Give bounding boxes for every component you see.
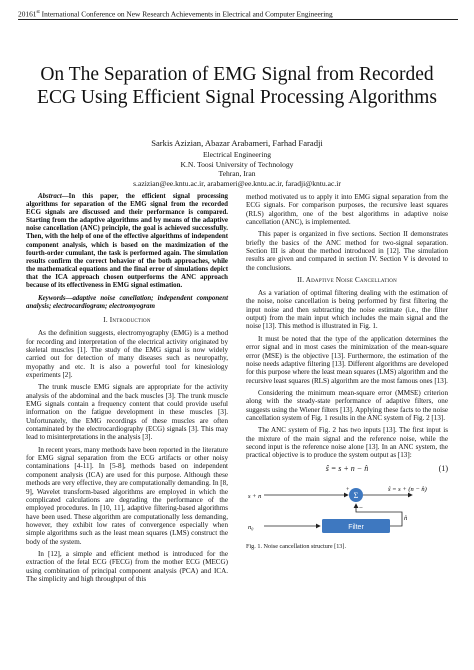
authors: Sarkis Azizian, Abazar Arabameri, Farhad Faradji <box>151 138 323 148</box>
intro-paragraph-3: In recent years, many methods have been reported in the literature for EMG signal separation from the ECG artifacts or other noisy contaminations [4-11]. In [5-8], methods based on independent component analysis (ICA) are used for this purpose. Although these methods are very effective, they are computationally demanding. In [8, 9], Wavelet transform-based algorithms are employed in which the complicated calculations are degrading the performance of the employed procedures. In [10, 11], adaptive filtering-based algorithms have been used. These algorithm are computationally less demanding, however, they exhibit low rates of convergence especially when simple algorithms such as the least mean squares (LMS) construct the body of the system. <box>26 445 228 546</box>
filter-label: Filter <box>348 523 364 531</box>
intro-paragraph-4: In [12], a simple and efficient method is introduced for the extraction of the fetal ECG (FECG) from the mother ECG (MECG) using combination of principal component analysis (PCA) and ICA. The simplicity and high throughput of this <box>26 549 228 583</box>
header-ordinal: 1 <box>32 9 37 19</box>
right-paragraph-5: Considering the minimum mean-square error (MMSE) criterion along with the steady-state performance of adaptive filters, one suggests using the Wiener filters [13]. Applying these facts to the noise cancellation system of Fig. 1 results in the ANC system of Fig. 2 [13]. <box>246 388 448 422</box>
title-line-2: ECG Using Efficient Signal Processing Algorithms <box>37 87 437 108</box>
affiliation <box>0 150 474 188</box>
sum-symbol: Σ <box>353 490 359 500</box>
section-heading-anc: II. Adaptive Noise Cancellation <box>297 276 397 285</box>
header-rule <box>18 19 458 20</box>
output-label: ŝ = s + (n − n̂) <box>388 485 427 493</box>
abstract <box>26 193 228 290</box>
intro-paragraph-1: As the definition suggests, electromyography (EMG) is a method for recording and interpretation of the electrical activity originated by skeletal muscles [1]. The study of the EMG signal is now widely carried out for detection of many diseases such as neuropathy, myopathy and etc. It is also a powerful tool for kinesiology experiments [2]. <box>26 329 228 380</box>
affiliation-emails: s.azizian@ee.kntu.ac.ir, arabameri@ee.kntu.ac.ir, faradji@kntu.ac.ir <box>133 178 341 188</box>
affiliation-dept: Electrical Engineering <box>202 150 272 159</box>
header-conference: International Conference on New Research Achievements in Electrical and Computer Engineering <box>39 9 333 19</box>
equation-expression: ŝ = s + n − n̂ <box>325 463 369 473</box>
right-paragraph-4: It must be noted that the type of the application determines the error signal and in most cases the minimization of the mean-square error (MSE) is the objective [13]. Furthermore, the estimation of the noise needs adaptive filtering [13]. Different algorithms are developed for this purpose where the least mean squares (LMS) algorithm and the recursive least squares (RLS) algorithm are the most famous ones [13]. <box>246 334 448 385</box>
abstract-label: Abstract <box>38 193 62 200</box>
page-title <box>0 63 474 109</box>
reference-label: n₀ <box>248 523 254 531</box>
header-ordinal-suffix: st <box>36 10 40 15</box>
minus-sign: − <box>359 503 363 512</box>
header-year: 2016 <box>18 9 33 19</box>
right-column <box>246 193 448 551</box>
affiliation-university: K.N. Toosi University of Technology <box>180 159 294 169</box>
keywords: Keywords—adaptive noise canellation; independent component analysis; electrocardiogram; electromyogram <box>26 295 228 311</box>
right-paragraph-2: This paper is organized in five sections. Section II demonstrates briefly the basics of the ANC method for two-signal separation. Section III is about the method introduced in [12]. The simulation results are given and compared in section IV. Section V is devoted to the conclusions. <box>246 230 448 272</box>
running-header <box>18 8 458 18</box>
figure-1-diagram <box>246 482 448 538</box>
abstract-text: —In this paper, the efficient signal processing algorithms for separation of the EMG signal from the recorded ECG signals are discussed and their performance is compared. Starting from the adaptive algorithms and by means of the adaptive noise cancellation (ANC) principle, the goal is achieved successfully. Then, with the help of one of the effective algorithms of independent component analysis, which is based on the maximization of the fourth-order cumulant, the task is performed again. The simulation results confirm the correct behavior of the both approaches, while the mathematical equations and the final error of simulations depict that the ICA approach chosen outperforms the ANC approach because of its effectiveness in EMG signal estimation. <box>26 193 228 290</box>
plus-sign: + <box>346 486 350 493</box>
estimate-label: n̂ <box>404 514 408 522</box>
right-paragraph-1: method motivated us to apply it into EMG signal separation from the ECG signals. For comparison purposes, the recursive least squares (RLS) algorithm, one of the best algorithms in adaptive noise cancellation (ANC), is implemented. <box>246 193 448 227</box>
intro-paragraph-2: The trunk muscle EMG signals are appropriate for the activity analysis of the abdominal and the back muscles [3]. The trunk muscle EMG signals contain a frequency content that could provide useful information on the fatigue development in these muscles [3]. Unfortunately, the EMG recordings of these muscles are often contaminated by the electrocardiography (ECG) signals [3]. This may lead to misinterpretations in the analysis [3]. <box>26 383 228 442</box>
right-paragraph-6: The ANC system of Fig. 2 has two inputs [13]. The first input is the mixture of the main signal and the reference noise, while the second input is the reference noise alone [13]. In an ANC system, the practical objective is to produce the system output as [13]: <box>246 426 448 460</box>
figure-1-caption: Fig. 1. Noise cancellation structure [13]. <box>246 542 347 550</box>
equation-1 <box>246 464 448 478</box>
section-heading-introduction: I. Introduction <box>103 316 151 325</box>
affiliation-city: Tehran, Iran <box>218 169 256 179</box>
left-column <box>26 193 228 587</box>
equation-number: (1) <box>438 463 448 473</box>
title-line-1: On The Separation of EMG Signal from Recorded <box>40 64 434 85</box>
input-label: s + n <box>248 492 262 500</box>
right-paragraph-3: As a variation of optimal filtering dealing with the estimation of the noise, noise cancellation is being performed by first filtering the input noise and then subtracting the noise estimate (i.e., the filter output) from the main input which includes the main signal and the noise [13]. This method is illustrated in Fig. 1. <box>246 289 448 331</box>
